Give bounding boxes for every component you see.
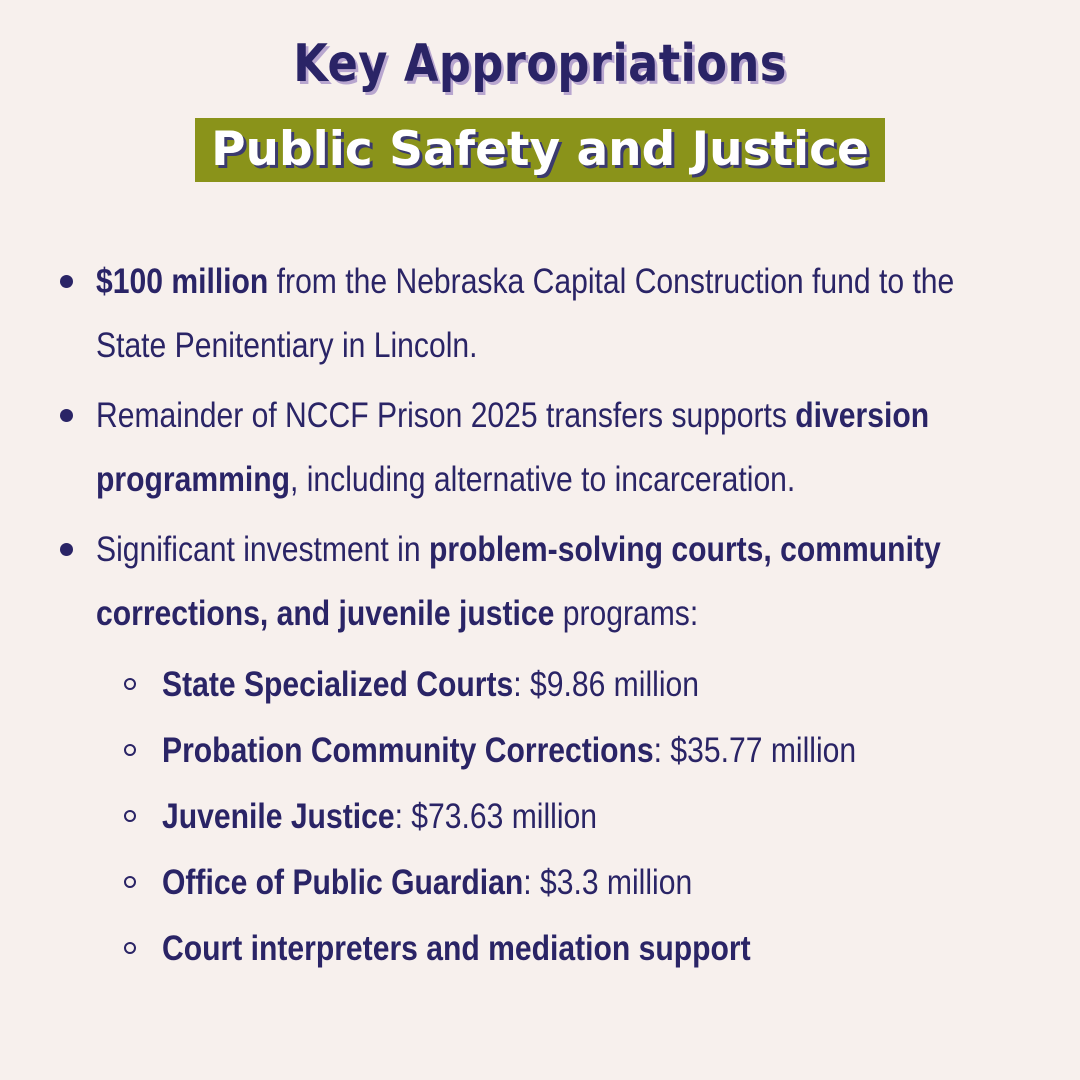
bold-text: $100 million [96,262,269,301]
bold-text: problem-solving courts, community [428,530,941,569]
sub-item-text [162,731,856,771]
body-text: Significant investment in [96,530,429,569]
sub-item [122,718,1050,784]
page-title: Key Appropriations [293,34,787,94]
sub-item-label: State Specialized Courts [162,665,514,704]
bullet-dot-icon [60,518,96,582]
bullet-line [96,518,1078,582]
sub-item-text [162,863,692,903]
sub-item-label: Juvenile Justice [162,797,395,836]
sub-item-text [162,665,699,705]
bold-text: programming [96,460,290,499]
sub-item-label: Probation Community Corrections [162,731,654,770]
bullet-line [96,314,1080,378]
content [60,250,1050,982]
hollow-circle-icon [122,929,162,969]
sub-item-value: : $35.77 million [653,731,857,770]
bullet-text [96,518,1078,646]
bullet-item [60,384,1050,512]
body-text: State Penitentiary in Lincoln. [96,326,478,365]
sub-item-value: : $3.3 million [523,863,693,902]
sub-item [122,784,1050,850]
bold-text: corrections, and juvenile justice [96,594,555,633]
body-text: from the Nebraska Capital Construction fund to the [268,262,955,301]
bullet-dot-icon [60,384,96,448]
bullet-line [96,384,1065,448]
sub-item [122,850,1050,916]
bullet-line [96,448,1065,512]
body-text: , including alternative to incarceration. [289,460,796,499]
page-subtitle: Public Safety and Justice [195,118,885,182]
sub-item-label: Court interpreters and mediation support [162,929,751,968]
hollow-circle-icon [122,665,162,705]
hollow-circle-icon [122,797,162,837]
sub-item [122,652,1050,718]
sub-item [122,916,1050,982]
bullet-item [60,250,1050,378]
bold-text: diversion [795,396,930,435]
sub-list [122,652,1050,982]
sub-item-text [162,797,597,837]
bullet-list [60,250,1050,646]
body-text: programs: [554,594,699,633]
bullet-line [96,250,1080,314]
sub-item-value: : $9.86 million [513,665,699,704]
hollow-circle-icon [122,731,162,771]
subtitle-banner [0,118,1080,182]
body-text: Remainder of NCCF Prison 2025 transfers supports [96,396,796,435]
sub-item-text [162,929,751,969]
sub-item-label: Office of Public Guardian [162,863,524,902]
bullet-text [96,250,1080,378]
sub-item-value: : $73.63 million [394,797,598,836]
bullet-item [60,518,1050,646]
bullet-line [96,582,1078,646]
bullet-text [96,384,1065,512]
bullet-dot-icon [60,250,96,314]
hollow-circle-icon [122,863,162,903]
